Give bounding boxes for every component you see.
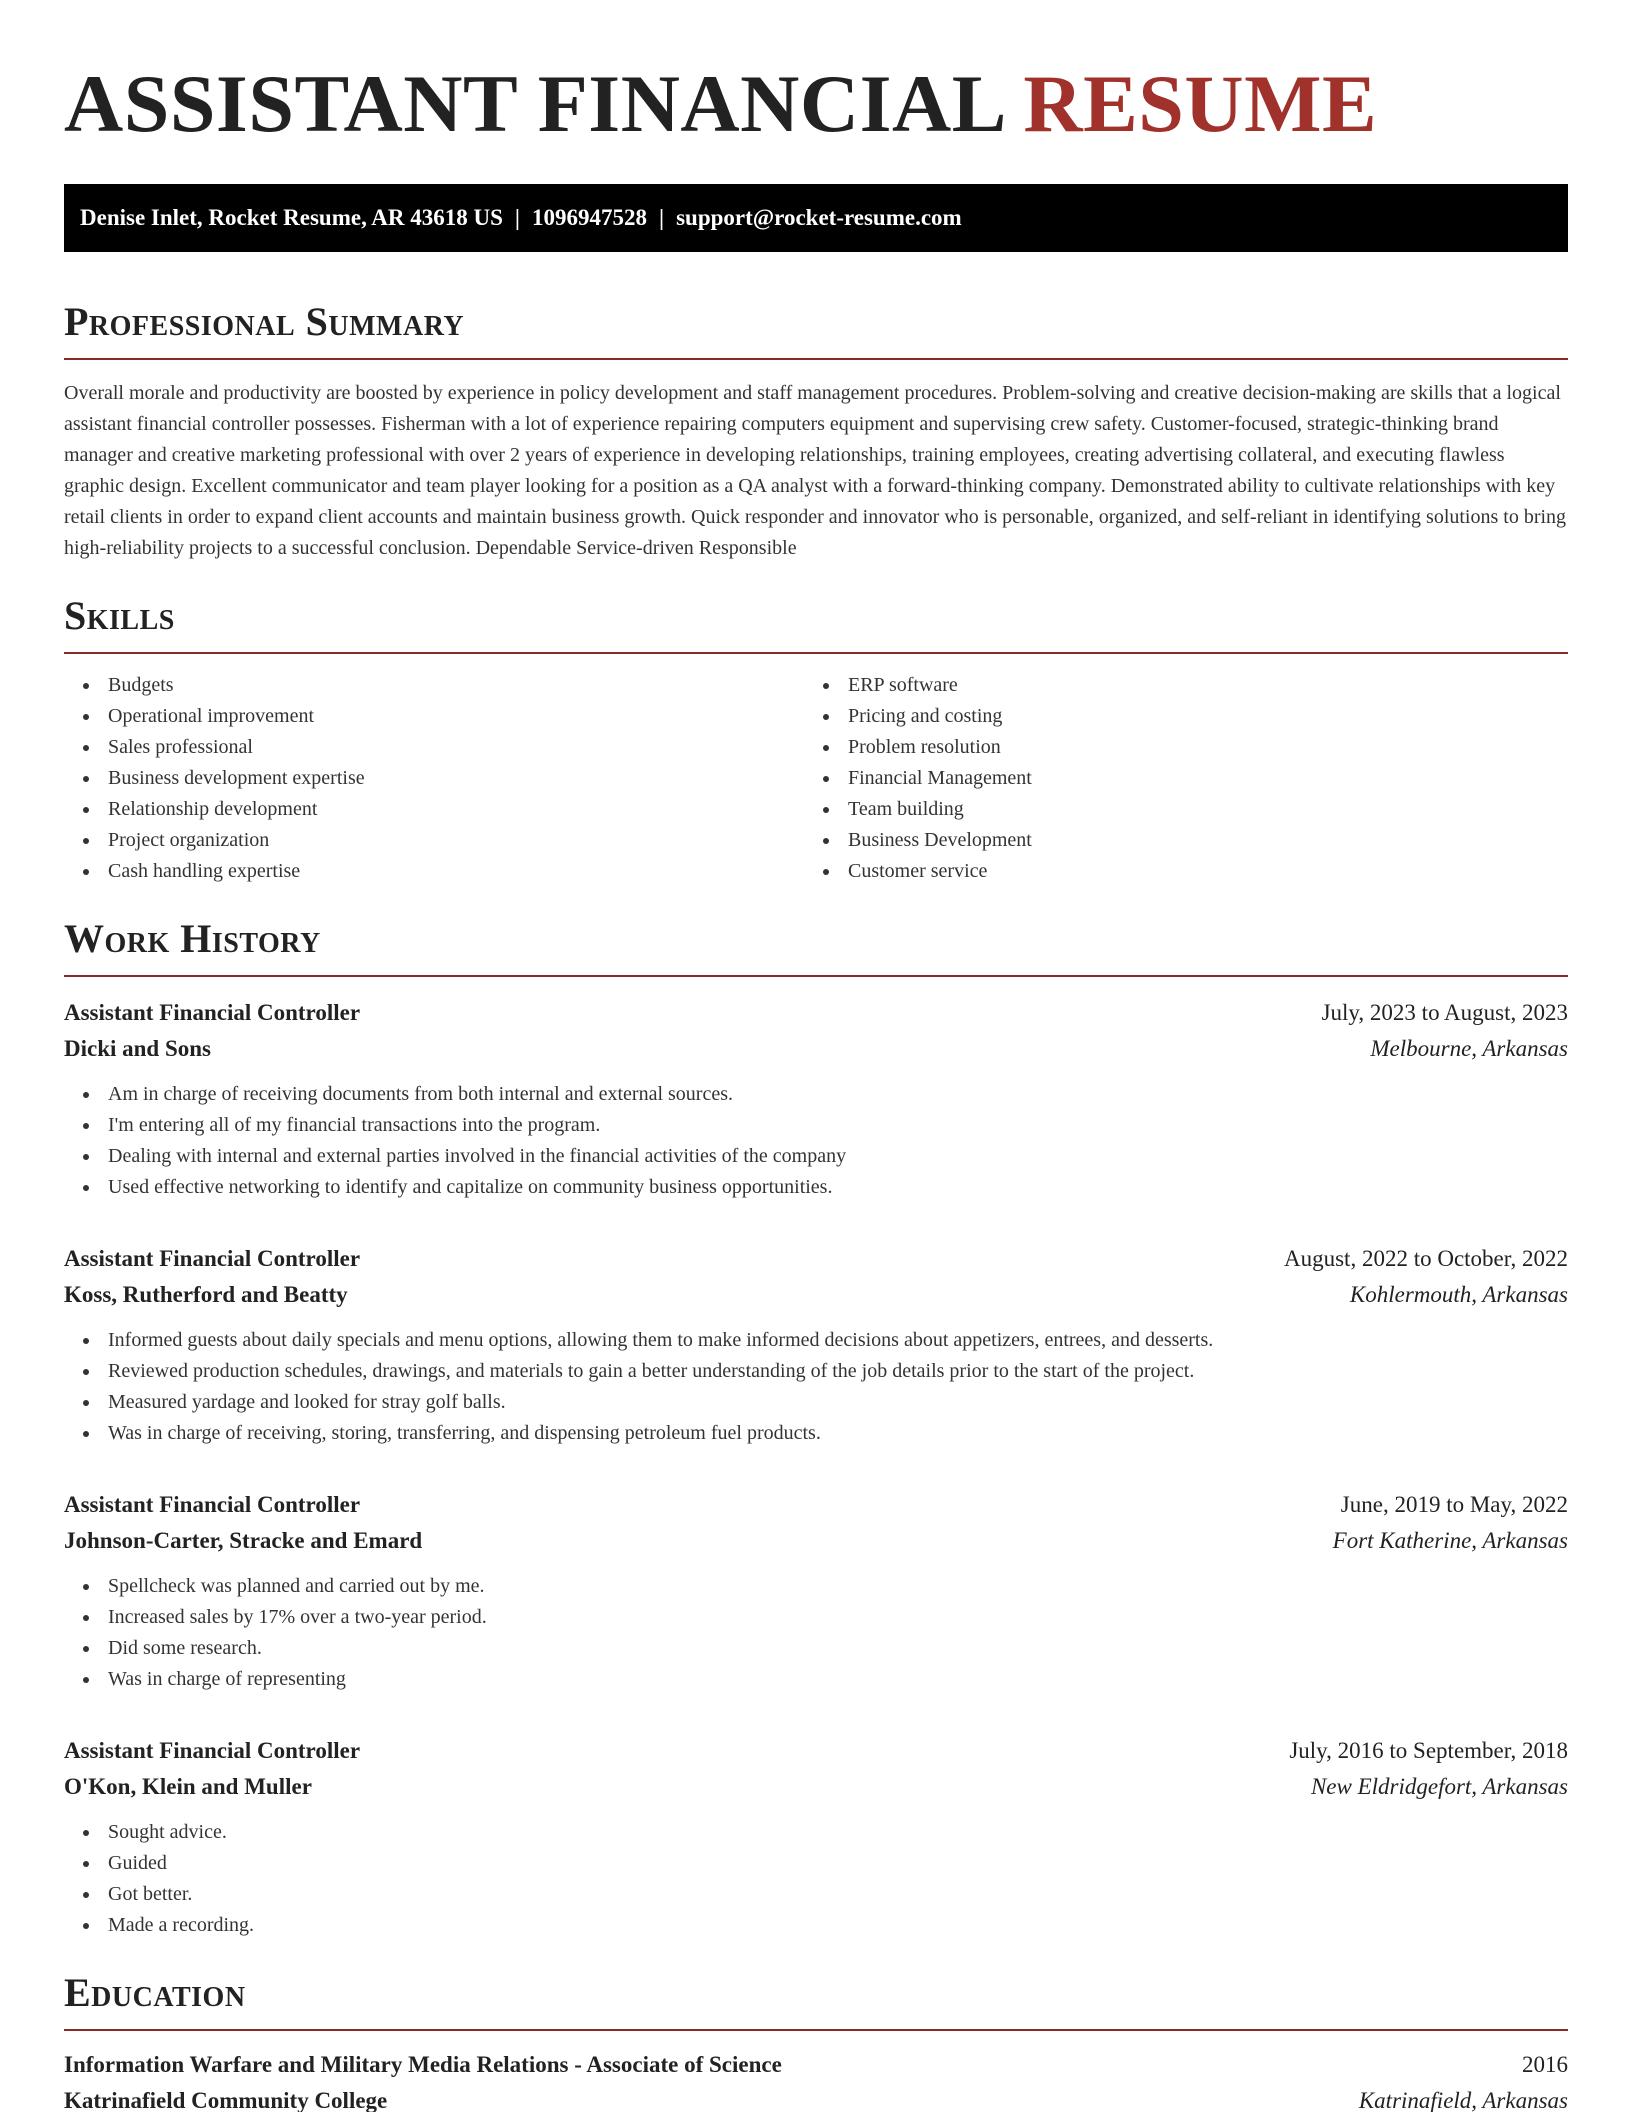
contact-bar <box>64 184 1568 252</box>
skill-item: Project organization <box>64 825 804 856</box>
title-main: ASSISTANT FINANCIAL <box>64 58 1003 149</box>
skill-item: Problem resolution <box>804 732 1544 763</box>
summary-section <box>64 298 1568 564</box>
skill-item: ERP software <box>804 670 1544 701</box>
skill-item: Sales professional <box>64 732 804 763</box>
job-title: Assistant Financial Controller <box>64 1000 361 1025</box>
skill-item: Business development expertise <box>64 763 804 794</box>
job-entry <box>64 1487 1568 1695</box>
job-bullet: Informed guests about daily specials and menu options, allowing them to make informed decisions about appetizers, entrees, and desserts. <box>64 1325 1568 1356</box>
job-bullet: Reviewed production schedules, drawings, and materials to gain a better understanding of the job details prior to the start of the project. <box>64 1356 1568 1387</box>
resume-title <box>64 56 1568 152</box>
job-bullet: Spellcheck was planned and carried out by me. <box>64 1571 1568 1602</box>
job-dates: July, 2023 to August, 2023 <box>1321 1000 1568 1025</box>
job-dates: June, 2019 to May, 2022 <box>1340 1492 1568 1517</box>
section-divider <box>64 975 1568 977</box>
contact-phone: 1096947528 <box>532 205 647 230</box>
section-divider <box>64 2029 1568 2031</box>
section-title-education: Education <box>64 1970 246 2015</box>
job-bullet: Measured yardage and looked for stray golf balls. <box>64 1387 1568 1418</box>
job-bullet: I'm entering all of my financial transactions into the program. <box>64 1110 1568 1141</box>
job-bullet: Increased sales by 17% over a two-year period. <box>64 1602 1568 1633</box>
education-location: Katrinafield, Arkansas <box>1358 2088 1568 2112</box>
job-entry <box>64 995 1568 1203</box>
section-divider <box>64 652 1568 654</box>
job-company: Dicki and Sons <box>64 1036 212 1061</box>
education-section <box>64 1969 1568 2112</box>
job-bullet: Sought advice. <box>64 1817 1568 1848</box>
skill-item: Operational improvement <box>64 701 804 732</box>
contact-separator: | <box>514 205 520 230</box>
job-bullet: Got better. <box>64 1879 1568 1910</box>
job-dates: August, 2022 to October, 2022 <box>1284 1246 1568 1271</box>
job-entry <box>64 1733 1568 1941</box>
education-degree: Information Warfare and Military Media Relations - Associate of Science <box>64 2052 782 2077</box>
job-location: Fort Katherine, Arkansas <box>1332 1528 1568 1553</box>
job-bullet: Guided <box>64 1848 1568 1879</box>
job-bullets <box>64 1817 1568 1941</box>
job-bullets <box>64 1079 1568 1203</box>
job-bullet: Was in charge of representing <box>64 1664 1568 1695</box>
job-bullet: Did some research. <box>64 1633 1568 1664</box>
job-location: New Eldridgefort, Arkansas <box>1310 1774 1568 1799</box>
education-school: Katrinafield Community College <box>64 2088 388 2112</box>
job-title: Assistant Financial Controller <box>64 1738 361 1763</box>
skill-item: Pricing and costing <box>804 701 1544 732</box>
job-location: Melbourne, Arkansas <box>1370 1036 1568 1061</box>
job-bullet: Am in charge of receiving documents from both internal and external sources. <box>64 1079 1568 1110</box>
skill-item: Relationship development <box>64 794 804 825</box>
skills-column-left <box>64 670 804 887</box>
job-bullet: Used effective networking to identify and capitalize on community business opportunities. <box>64 1172 1568 1203</box>
job-title: Assistant Financial Controller <box>64 1246 361 1271</box>
summary-text: Overall morale and productivity are boosted by experience in policy development and staff management procedures. Problem-solving and creative decision-making are skills that a logical assistant financial controller possesses. Fisherman with a lot of experience repairing computers equipment and supervising crew safety. Customer-focused, strategic-thinking brand manager and creative marketing professional with over 2 years of experience in developing relationships, training employees, creating advertising collateral, and executing flawless graphic design. Excellent communicator and team player looking for a position as a QA analyst with a forward-thinking company. Demonstrated ability to cultivate relationships with key retail clients in order to expand client accounts and maintain business growth. Quick responder and innovator who is personable, organized, and self-reliant in identifying solutions to bring high-reliability projects to a successful conclusion. Dependable Service-driven Responsible <box>64 382 1567 559</box>
job-bullets <box>64 1325 1568 1449</box>
job-company: O'Kon, Klein and Muller <box>64 1774 312 1799</box>
job-entry <box>64 1241 1568 1449</box>
job-title: Assistant Financial Controller <box>64 1492 361 1517</box>
skill-item: Team building <box>804 794 1544 825</box>
skill-item: Business Development <box>804 825 1544 856</box>
skill-item: Financial Management <box>804 763 1544 794</box>
contact-separator: | <box>659 205 665 230</box>
job-bullet: Made a recording. <box>64 1910 1568 1941</box>
job-dates: July, 2016 to September, 2018 <box>1289 1738 1568 1763</box>
education-entry <box>64 2047 1568 2112</box>
job-location: Kohlermouth, Arkansas <box>1349 1282 1568 1307</box>
title-accent: RESUME <box>1023 58 1378 149</box>
section-title-summary: Professional Summary <box>64 299 465 344</box>
skill-item: Cash handling expertise <box>64 856 804 887</box>
section-title-work: Work History <box>64 916 321 961</box>
skill-item: Budgets <box>64 670 804 701</box>
education-year: 2016 <box>1522 2052 1568 2077</box>
job-company: Koss, Rutherford and Beatty <box>64 1282 348 1307</box>
job-bullets <box>64 1571 1568 1695</box>
skill-item: Customer service <box>804 856 1544 887</box>
skills-section <box>64 592 1568 887</box>
job-company: Johnson-Carter, Stracke and Emard <box>64 1528 423 1553</box>
contact-email: support@rocket-resume.com <box>676 205 962 230</box>
job-bullet: Dealing with internal and external parties involved in the financial activities of the company <box>64 1141 1568 1172</box>
section-divider <box>64 358 1568 360</box>
skills-list <box>64 670 1568 887</box>
skills-column-right <box>804 670 1544 887</box>
job-bullet: Was in charge of receiving, storing, transferring, and dispensing petroleum fuel products. <box>64 1418 1568 1449</box>
work-history-section <box>64 915 1568 1941</box>
contact-address: Denise Inlet, Rocket Resume, AR 43618 US <box>80 205 503 230</box>
section-title-skills: Skills <box>64 593 175 638</box>
